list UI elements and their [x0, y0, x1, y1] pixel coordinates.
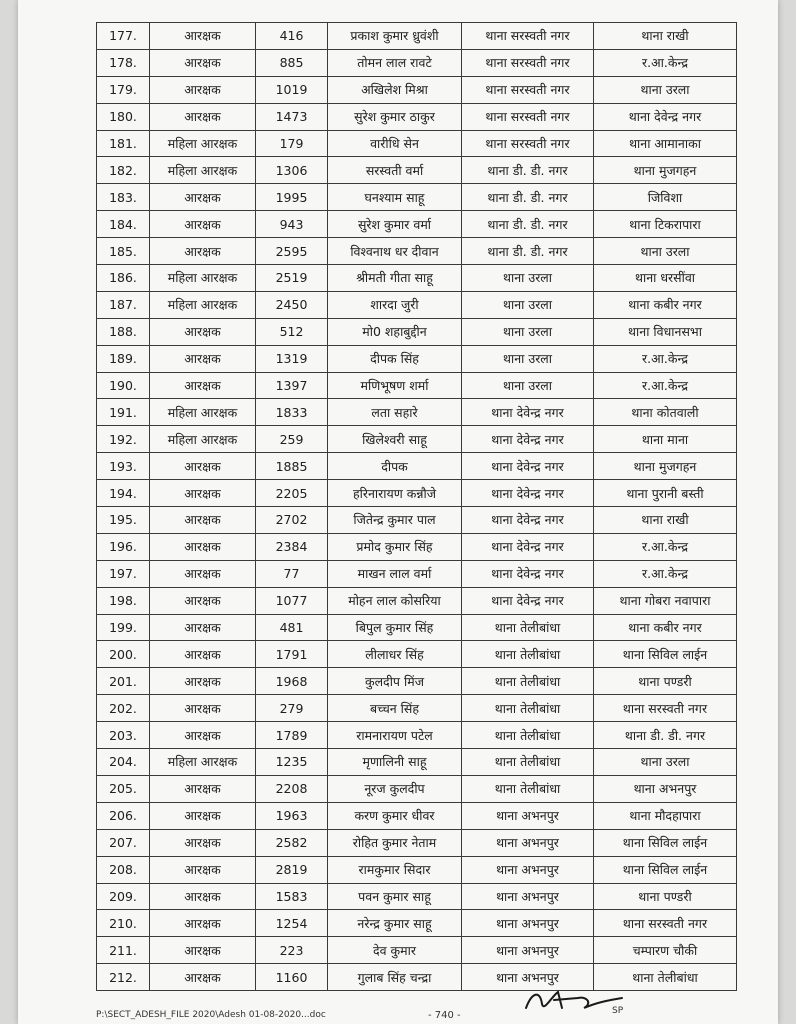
cell-rank: आरक्षक: [150, 345, 256, 372]
cell-badge-no: 179: [256, 130, 328, 157]
cell-current-posting: थाना डी. डी. नगर: [462, 184, 594, 211]
cell-name: करण कुमार धीवर: [328, 802, 462, 829]
cell-current-posting: थाना सरस्वती नगर: [462, 130, 594, 157]
table-row: [97, 533, 737, 560]
cell-serial-no: 208.: [97, 856, 150, 883]
cell-rank: आरक्षक: [150, 372, 256, 399]
cell-rank: आरक्षक: [150, 775, 256, 802]
cell-badge-no: 885: [256, 49, 328, 76]
cell-name: माखन लाल वर्मा: [328, 560, 462, 587]
cell-current-posting: थाना डी. डी. नगर: [462, 157, 594, 184]
cell-badge-no: 1473: [256, 103, 328, 130]
table-row: [97, 345, 737, 372]
cell-name: रामनारायण पटेल: [328, 722, 462, 749]
cell-serial-no: 189.: [97, 345, 150, 372]
table-row: [97, 453, 737, 480]
cell-name: खिलेश्वरी साहू: [328, 426, 462, 453]
cell-current-posting: थाना देवेन्द्र नगर: [462, 560, 594, 587]
cell-rank: आरक्षक: [150, 668, 256, 695]
cell-serial-no: 199.: [97, 614, 150, 641]
cell-badge-no: 1995: [256, 184, 328, 211]
cell-badge-no: 1160: [256, 964, 328, 991]
cell-rank: महिला आरक्षक: [150, 157, 256, 184]
cell-name: घनश्याम साहू: [328, 184, 462, 211]
cell-current-posting: थाना सरस्वती नगर: [462, 49, 594, 76]
cell-name: सुरेश कुमार ठाकुर: [328, 103, 462, 130]
cell-badge-no: 2582: [256, 829, 328, 856]
cell-name: नूरज कुलदीप: [328, 775, 462, 802]
cell-badge-no: 943: [256, 211, 328, 238]
cell-name: विश्वनाथ धर दीवान: [328, 238, 462, 265]
cell-name: श्रीमती गीता साहू: [328, 265, 462, 292]
cell-serial-no: 197.: [97, 560, 150, 587]
cell-name: जितेन्द्र कुमार पाल: [328, 507, 462, 534]
cell-serial-no: 192.: [97, 426, 150, 453]
table-row: [97, 23, 737, 50]
cell-rank: आरक्षक: [150, 964, 256, 991]
table-row: [97, 883, 737, 910]
cell-badge-no: 1235: [256, 749, 328, 776]
cell-badge-no: 512: [256, 318, 328, 345]
cell-rank: आरक्षक: [150, 103, 256, 130]
cell-rank: आरक्षक: [150, 480, 256, 507]
cell-serial-no: 187.: [97, 291, 150, 318]
cell-current-posting: थाना तेलीबांधा: [462, 641, 594, 668]
table-row: [97, 722, 737, 749]
cell-new-posting: थाना टिकरापारा: [594, 211, 737, 238]
cell-name: दीपक: [328, 453, 462, 480]
cell-badge-no: 1319: [256, 345, 328, 372]
cell-serial-no: 201.: [97, 668, 150, 695]
table-row: [97, 749, 737, 776]
cell-name: मणिभूषण शर्मा: [328, 372, 462, 399]
cell-name: लता सहारे: [328, 399, 462, 426]
cell-serial-no: 204.: [97, 749, 150, 776]
cell-new-posting: र.आ.केन्द्र: [594, 560, 737, 587]
cell-badge-no: 1019: [256, 76, 328, 103]
cell-rank: आरक्षक: [150, 641, 256, 668]
cell-badge-no: 481: [256, 614, 328, 641]
cell-rank: आरक्षक: [150, 722, 256, 749]
file-path: P:\SECT_ADESH_FILE 2020\Adesh 01-08-2020...doc: [96, 1010, 326, 1020]
cell-name: हरिनारायण कन्नौजे: [328, 480, 462, 507]
table-row: [97, 291, 737, 318]
cell-name: मोहन लाल कोसरिया: [328, 587, 462, 614]
cell-new-posting: थाना धरसींवा: [594, 265, 737, 292]
cell-current-posting: थाना सरस्वती नगर: [462, 103, 594, 130]
cell-current-posting: थाना अभनपुर: [462, 937, 594, 964]
cell-name: दीपक सिंह: [328, 345, 462, 372]
cell-serial-no: 177.: [97, 23, 150, 50]
table-row: [97, 937, 737, 964]
cell-current-posting: थाना डी. डी. नगर: [462, 211, 594, 238]
cell-serial-no: 203.: [97, 722, 150, 749]
cell-current-posting: थाना उरला: [462, 291, 594, 318]
cell-name: कुलदीप मिंज: [328, 668, 462, 695]
cell-rank: आरक्षक: [150, 695, 256, 722]
cell-current-posting: थाना अभनपुर: [462, 883, 594, 910]
cell-rank: आरक्षक: [150, 560, 256, 587]
cell-new-posting: थाना सिविल लाईन: [594, 829, 737, 856]
cell-badge-no: 223: [256, 937, 328, 964]
cell-name: तोमन लाल रावटे: [328, 49, 462, 76]
cell-rank: आरक्षक: [150, 184, 256, 211]
cell-rank: आरक्षक: [150, 238, 256, 265]
cell-serial-no: 186.: [97, 265, 150, 292]
cell-badge-no: 2384: [256, 533, 328, 560]
cell-name: रोहित कुमार नेताम: [328, 829, 462, 856]
page-number: - 740 -: [428, 1010, 461, 1021]
cell-rank: आरक्षक: [150, 76, 256, 103]
cell-badge-no: 1254: [256, 910, 328, 937]
cell-name: गुलाब सिंह चन्द्रा: [328, 964, 462, 991]
cell-name: मृणालिनी साहू: [328, 749, 462, 776]
cell-new-posting: जिविशा: [594, 184, 737, 211]
table-body: [97, 23, 737, 991]
cell-rank: आरक्षक: [150, 49, 256, 76]
cell-new-posting: र.आ.केन्द्र: [594, 533, 737, 560]
cell-new-posting: थाना मौदहापारा: [594, 802, 737, 829]
cell-current-posting: थाना अभनपुर: [462, 964, 594, 991]
cell-serial-no: 188.: [97, 318, 150, 345]
cell-new-posting: थाना माना: [594, 426, 737, 453]
cell-badge-no: 259: [256, 426, 328, 453]
cell-new-posting: थाना डी. डी. नगर: [594, 722, 737, 749]
table-row: [97, 130, 737, 157]
cell-current-posting: थाना उरला: [462, 372, 594, 399]
cell-new-posting: थाना उरला: [594, 238, 737, 265]
cell-current-posting: थाना अभनपुर: [462, 910, 594, 937]
cell-new-posting: थाना सरस्वती नगर: [594, 695, 737, 722]
cell-current-posting: थाना उरला: [462, 318, 594, 345]
table-row: [97, 49, 737, 76]
table-row: [97, 318, 737, 345]
table-row: [97, 157, 737, 184]
cell-badge-no: 2205: [256, 480, 328, 507]
cell-new-posting: थाना कोतवाली: [594, 399, 737, 426]
cell-current-posting: थाना अभनपुर: [462, 802, 594, 829]
cell-new-posting: र.आ.केन्द्र: [594, 345, 737, 372]
cell-serial-no: 184.: [97, 211, 150, 238]
cell-rank: आरक्षक: [150, 802, 256, 829]
cell-badge-no: 2450: [256, 291, 328, 318]
cell-new-posting: थाना गोबरा नवापारा: [594, 587, 737, 614]
cell-current-posting: थाना तेलीबांधा: [462, 695, 594, 722]
cell-serial-no: 198.: [97, 587, 150, 614]
cell-serial-no: 179.: [97, 76, 150, 103]
cell-new-posting: थाना मुजगहन: [594, 453, 737, 480]
cell-badge-no: 2702: [256, 507, 328, 534]
cell-rank: आरक्षक: [150, 453, 256, 480]
cell-current-posting: थाना देवेन्द्र नगर: [462, 426, 594, 453]
cell-serial-no: 200.: [97, 641, 150, 668]
cell-rank: महिला आरक्षक: [150, 399, 256, 426]
cell-badge-no: 2819: [256, 856, 328, 883]
cell-badge-no: 416: [256, 23, 328, 50]
cell-serial-no: 195.: [97, 507, 150, 534]
cell-rank: आरक्षक: [150, 587, 256, 614]
cell-current-posting: थाना देवेन्द्र नगर: [462, 533, 594, 560]
table-row: [97, 480, 737, 507]
document-page: [18, 0, 778, 1024]
cell-current-posting: थाना सरस्वती नगर: [462, 23, 594, 50]
cell-badge-no: 1885: [256, 453, 328, 480]
cell-name: मो0 शहाबुद्दीन: [328, 318, 462, 345]
cell-new-posting: थाना पण्डरी: [594, 668, 737, 695]
table-row: [97, 668, 737, 695]
cell-serial-no: 205.: [97, 775, 150, 802]
cell-current-posting: थाना सरस्वती नगर: [462, 76, 594, 103]
table-row: [97, 265, 737, 292]
cell-current-posting: थाना देवेन्द्र नगर: [462, 453, 594, 480]
table-row: [97, 856, 737, 883]
cell-serial-no: 193.: [97, 453, 150, 480]
cell-serial-no: 202.: [97, 695, 150, 722]
cell-rank: आरक्षक: [150, 614, 256, 641]
cell-serial-no: 180.: [97, 103, 150, 130]
cell-new-posting: र.आ.केन्द्र: [594, 49, 737, 76]
cell-rank: महिला आरक्षक: [150, 265, 256, 292]
cell-current-posting: थाना देवेन्द्र नगर: [462, 480, 594, 507]
cell-new-posting: थाना तेलीबांधा: [594, 964, 737, 991]
cell-name: अखिलेश मिश्रा: [328, 76, 462, 103]
cell-current-posting: थाना अभनपुर: [462, 829, 594, 856]
cell-current-posting: थाना तेलीबांधा: [462, 614, 594, 641]
table-row: [97, 614, 737, 641]
table-row: [97, 695, 737, 722]
cell-name: प्रकाश कुमार ध्रुवंशी: [328, 23, 462, 50]
cell-rank: आरक्षक: [150, 883, 256, 910]
cell-rank: महिला आरक्षक: [150, 291, 256, 318]
cell-rank: आरक्षक: [150, 910, 256, 937]
cell-name: नरेन्द्र कुमार साहू: [328, 910, 462, 937]
cell-new-posting: थाना देवेन्द्र नगर: [594, 103, 737, 130]
cell-current-posting: थाना तेलीबांधा: [462, 749, 594, 776]
cell-new-posting: थाना सिविल लाईन: [594, 856, 737, 883]
table-row: [97, 775, 737, 802]
table-row: [97, 587, 737, 614]
cell-serial-no: 209.: [97, 883, 150, 910]
cell-name: रामकुमार सिदार: [328, 856, 462, 883]
cell-serial-no: 212.: [97, 964, 150, 991]
table-row: [97, 829, 737, 856]
table-row: [97, 103, 737, 130]
cell-serial-no: 190.: [97, 372, 150, 399]
cell-badge-no: 1968: [256, 668, 328, 695]
cell-serial-no: 211.: [97, 937, 150, 964]
cell-badge-no: 1963: [256, 802, 328, 829]
cell-badge-no: 1833: [256, 399, 328, 426]
cell-name: वारीधि सेन: [328, 130, 462, 157]
cell-current-posting: थाना तेलीबांधा: [462, 722, 594, 749]
cell-current-posting: थाना देवेन्द्र नगर: [462, 507, 594, 534]
cell-rank: आरक्षक: [150, 533, 256, 560]
cell-name: बच्चन सिंह: [328, 695, 462, 722]
cell-current-posting: थाना उरला: [462, 265, 594, 292]
cell-current-posting: थाना अभनपुर: [462, 856, 594, 883]
cell-rank: आरक्षक: [150, 507, 256, 534]
table-row: [97, 76, 737, 103]
cell-name: लीलाधर सिंह: [328, 641, 462, 668]
cell-badge-no: 1077: [256, 587, 328, 614]
cell-badge-no: 1306: [256, 157, 328, 184]
cell-name: प्रमोद कुमार सिंह: [328, 533, 462, 560]
cell-badge-no: 1789: [256, 722, 328, 749]
cell-serial-no: 210.: [97, 910, 150, 937]
cell-badge-no: 77: [256, 560, 328, 587]
table-row: [97, 641, 737, 668]
cell-current-posting: थाना डी. डी. नगर: [462, 238, 594, 265]
table-row: [97, 507, 737, 534]
cell-current-posting: थाना तेलीबांधा: [462, 668, 594, 695]
cell-badge-no: 1397: [256, 372, 328, 399]
cell-serial-no: 196.: [97, 533, 150, 560]
table-row: [97, 184, 737, 211]
cell-new-posting: थाना राखी: [594, 23, 737, 50]
table-row: [97, 426, 737, 453]
cell-rank: आरक्षक: [150, 318, 256, 345]
cell-new-posting: थाना अभनपुर: [594, 775, 737, 802]
table-row: [97, 372, 737, 399]
cell-rank: आरक्षक: [150, 856, 256, 883]
cell-serial-no: 194.: [97, 480, 150, 507]
cell-rank: महिला आरक्षक: [150, 749, 256, 776]
cell-badge-no: 279: [256, 695, 328, 722]
cell-new-posting: थाना आमानाका: [594, 130, 737, 157]
table-row: [97, 399, 737, 426]
transfer-table: [96, 22, 737, 991]
table-row: [97, 211, 737, 238]
cell-serial-no: 182.: [97, 157, 150, 184]
cell-new-posting: थाना उरला: [594, 76, 737, 103]
cell-new-posting: थाना राखी: [594, 507, 737, 534]
cell-rank: आरक्षक: [150, 937, 256, 964]
cell-new-posting: थाना मुजगहन: [594, 157, 737, 184]
cell-badge-no: 1583: [256, 883, 328, 910]
cell-rank: महिला आरक्षक: [150, 130, 256, 157]
table-row: [97, 802, 737, 829]
cell-new-posting: थाना पण्डरी: [594, 883, 737, 910]
cell-new-posting: थाना विधानसभा: [594, 318, 737, 345]
cell-rank: आरक्षक: [150, 23, 256, 50]
cell-new-posting: थाना सिविल लाईन: [594, 641, 737, 668]
cell-name: पवन कुमार साहू: [328, 883, 462, 910]
cell-new-posting: थाना कबीर नगर: [594, 291, 737, 318]
cell-new-posting: थाना सरस्वती नगर: [594, 910, 737, 937]
cell-rank: आरक्षक: [150, 211, 256, 238]
table-row: [97, 964, 737, 991]
cell-name: सुरेश कुमार वर्मा: [328, 211, 462, 238]
cell-new-posting: थाना कबीर नगर: [594, 614, 737, 641]
designation: SP: [612, 1006, 624, 1016]
cell-badge-no: 2519: [256, 265, 328, 292]
cell-current-posting: थाना देवेन्द्र नगर: [462, 587, 594, 614]
cell-name: शारदा जुरी: [328, 291, 462, 318]
page-footer: [18, 1000, 778, 1024]
cell-name: देव कुमार: [328, 937, 462, 964]
cell-serial-no: 191.: [97, 399, 150, 426]
cell-new-posting: र.आ.केन्द्र: [594, 372, 737, 399]
cell-name: बिपुल कुमार सिंह: [328, 614, 462, 641]
cell-serial-no: 178.: [97, 49, 150, 76]
table-row: [97, 238, 737, 265]
cell-badge-no: 2208: [256, 775, 328, 802]
cell-new-posting: चम्पारण चौकी: [594, 937, 737, 964]
cell-badge-no: 1791: [256, 641, 328, 668]
cell-rank: महिला आरक्षक: [150, 426, 256, 453]
cell-current-posting: थाना देवेन्द्र नगर: [462, 399, 594, 426]
cell-serial-no: 185.: [97, 238, 150, 265]
cell-serial-no: 206.: [97, 802, 150, 829]
table-row: [97, 560, 737, 587]
cell-serial-no: 181.: [97, 130, 150, 157]
cell-name: सरस्वती वर्मा: [328, 157, 462, 184]
cell-current-posting: थाना उरला: [462, 345, 594, 372]
cell-badge-no: 2595: [256, 238, 328, 265]
cell-serial-no: 183.: [97, 184, 150, 211]
cell-current-posting: थाना तेलीबांधा: [462, 775, 594, 802]
cell-rank: आरक्षक: [150, 829, 256, 856]
table-row: [97, 910, 737, 937]
cell-new-posting: थाना उरला: [594, 749, 737, 776]
cell-new-posting: थाना पुरानी बस्ती: [594, 480, 737, 507]
cell-serial-no: 207.: [97, 829, 150, 856]
